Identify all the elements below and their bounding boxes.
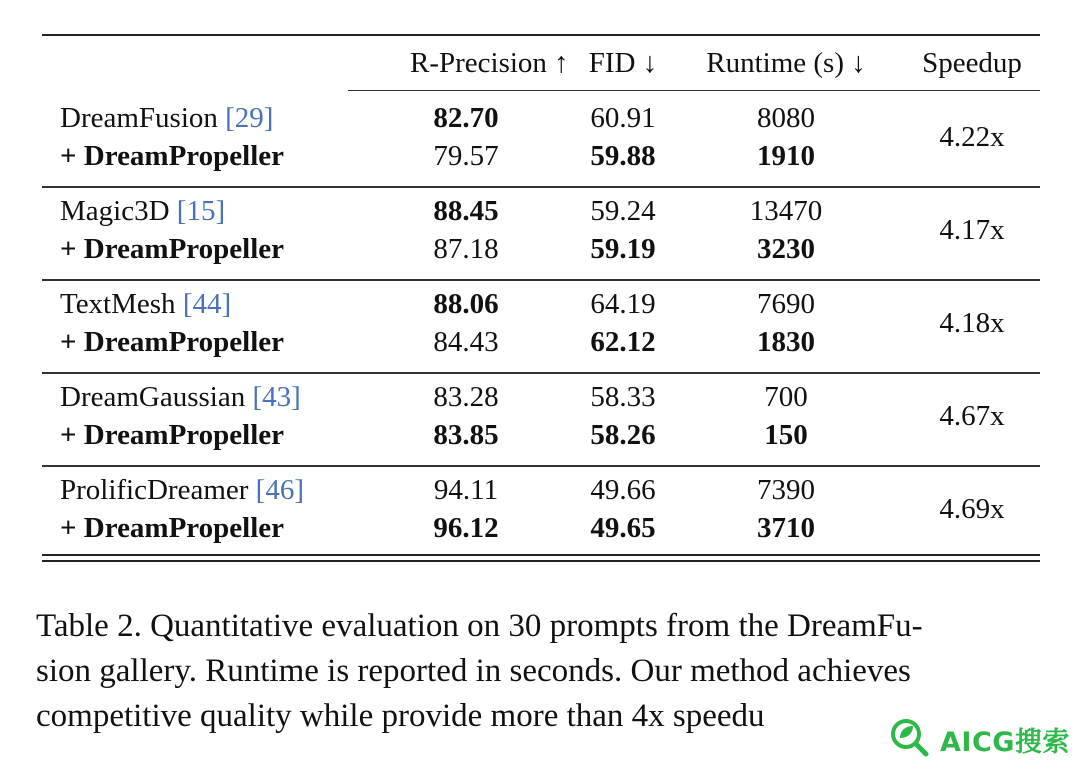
method-label: Magic3D [60, 195, 177, 227]
fid-value: 60.91 [590, 102, 656, 134]
table-bottom-rule [42, 554, 1040, 556]
method-name [60, 101, 273, 135]
group-divider [42, 186, 1040, 188]
fid-value: 58.33 [590, 381, 656, 413]
header-fid: FID ↓ [588, 47, 658, 79]
method-name-ours: + DreamPropeller [60, 512, 285, 544]
group-divider [42, 372, 1040, 374]
citation-link[interactable]: [29] [225, 102, 274, 134]
citation-link[interactable]: [15] [176, 195, 226, 227]
citation-link[interactable]: [44] [182, 288, 232, 320]
r-precision-value: 88.45 [433, 195, 499, 227]
header-speedup: Speedup [922, 47, 1022, 79]
method-name [60, 473, 304, 507]
caption-line: sion gallery. Runtime is reported in seconds. Our method achieves [36, 653, 911, 689]
speedup-value: 4.67x [939, 400, 1005, 432]
r-precision-value: 84.43 [433, 326, 499, 358]
magnifier-leaf-icon [886, 712, 938, 762]
r-precision-value: 88.06 [433, 288, 499, 320]
r-precision-value: 83.85 [433, 419, 499, 451]
fid-value: 49.66 [590, 474, 656, 506]
fid-value: 59.24 [590, 195, 656, 227]
group-divider [42, 465, 1040, 467]
speedup-value: 4.69x [939, 493, 1005, 525]
method-name-ours: + DreamPropeller [60, 140, 285, 172]
runtime-value: 1910 [757, 140, 815, 172]
method-name-ours: + DreamPropeller [60, 326, 285, 358]
watermark [886, 712, 1076, 762]
r-precision-value: 96.12 [433, 512, 499, 544]
fid-value: 58.26 [590, 419, 656, 451]
fid-value: 59.19 [590, 233, 656, 265]
method-name-ours: + DreamPropeller [60, 419, 285, 451]
speedup-value: 4.18x [939, 307, 1005, 339]
speedup-value: 4.17x [939, 214, 1005, 246]
r-precision-value: 83.28 [433, 381, 499, 413]
header-r-precision: R-Precision ↑ [410, 47, 569, 79]
method-name-ours: + DreamPropeller [60, 233, 285, 265]
runtime-value: 150 [764, 419, 808, 451]
r-precision-value: 94.11 [433, 474, 499, 506]
table-top-rule [42, 34, 1040, 36]
method-label: DreamFusion [60, 102, 226, 134]
runtime-value: 13470 [749, 195, 823, 227]
table-bottom-rule [42, 560, 1040, 562]
caption-line: Table 2. Quantitative evaluation on 30 prompts from the DreamFu- [36, 608, 923, 644]
speedup-value: 4.22x [939, 121, 1005, 153]
fid-value: 59.88 [590, 140, 656, 172]
runtime-value: 7390 [757, 474, 815, 506]
header-rule [348, 90, 1040, 91]
method-label: ProlificDreamer [60, 474, 256, 506]
method-name [60, 287, 231, 321]
runtime-value: 8080 [757, 102, 815, 134]
fid-value: 62.12 [590, 326, 656, 358]
runtime-value: 700 [764, 381, 808, 413]
runtime-value: 3230 [757, 233, 815, 265]
runtime-value: 1830 [757, 326, 815, 358]
r-precision-value: 87.18 [433, 233, 499, 265]
caption-line: competitive quality while provide more than 4x speedu [36, 698, 765, 734]
runtime-value: 3710 [757, 512, 815, 544]
method-label: DreamGaussian [60, 381, 253, 413]
fid-value: 49.65 [590, 512, 656, 544]
watermark-text: AICG搜索 [940, 727, 1070, 758]
citation-link[interactable]: [43] [252, 381, 301, 413]
method-name [60, 194, 225, 228]
fid-value: 64.19 [590, 288, 656, 320]
r-precision-value: 79.57 [433, 140, 499, 172]
runtime-value: 7690 [757, 288, 815, 320]
citation-link[interactable]: [46] [255, 474, 304, 506]
method-label: TextMesh [60, 288, 183, 320]
r-precision-value: 82.70 [433, 102, 499, 134]
method-name [60, 380, 301, 414]
group-divider [42, 279, 1040, 281]
header-runtime: Runtime (s) ↓ [706, 47, 866, 79]
